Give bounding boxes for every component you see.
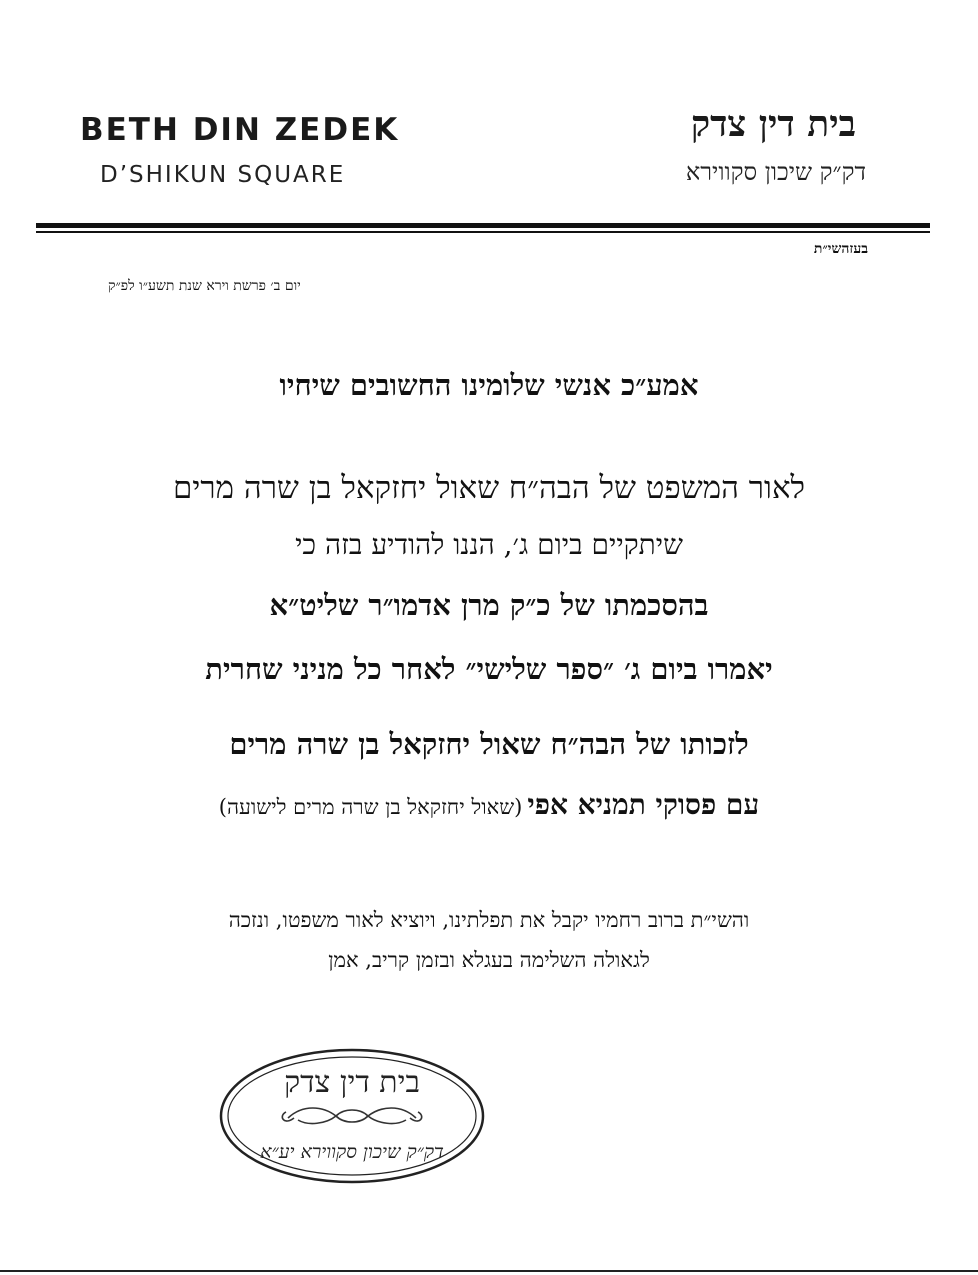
english-title: BETH DIN ZEDEK	[80, 112, 400, 148]
page-bottom-rule	[0, 1270, 978, 1272]
body-line-4: יאמרו ביום ג׳ ״ספר שלישי״ לאחר כל מניני שחרית	[205, 652, 773, 686]
body-line-6-paren: (שאול יחזקאל בן שרה מרים לישועה)	[218, 795, 523, 819]
body-line-2: שיתקיים ביום ג׳, הננו להודיע בזה כי	[295, 528, 683, 561]
body-line-5: לזכותו של הבה״ח שאול יחזקאל בן שרה מרים	[229, 727, 749, 761]
stamp-top-text: בית דין צדק	[284, 1065, 420, 1100]
closing-line-2: לגאולה השלימה בעגלא ובזמן קריב, אמן	[328, 948, 650, 972]
body-line-6-bold: עם פסוקי תמניא אפי	[527, 788, 760, 821]
court-stamp	[218, 1046, 486, 1186]
body-line-1: לאור המשפט של הבה״ח שאול יחזקאל בן שרה מרים	[172, 470, 806, 506]
addressee: אמע״כ אנשי שלומינו החשובים שיחיו	[279, 368, 699, 402]
body-line-3: בהסכמתו של כ״ק מרן אדמו״ר שליט״א	[269, 588, 709, 622]
hebrew-date: יום ב׳ פרשת וירא שנת תשע״ו לפ״ק	[108, 278, 301, 294]
closing-line-1: והשי״ת ברוב רחמיו יקבל את תפלתינו, ויוציא לאור משפטו, ונזכה	[228, 908, 750, 932]
english-subtitle: D’SHIKUN SQUARE	[100, 162, 346, 188]
ornament-flourish-icon	[282, 1108, 421, 1123]
besd-marker: בעזהשי״ת	[813, 241, 868, 257]
body-line-6	[40, 788, 938, 822]
hebrew-subtitle: דק״ק שיכון סקווירא	[685, 158, 866, 186]
hebrew-title: בית דין צדק	[690, 103, 856, 145]
header-rule-thick	[36, 223, 930, 228]
header-rule-thin	[36, 231, 930, 233]
stamp-bottom-text: דק״ק שיכון סקווירא יע״א	[260, 1141, 444, 1163]
